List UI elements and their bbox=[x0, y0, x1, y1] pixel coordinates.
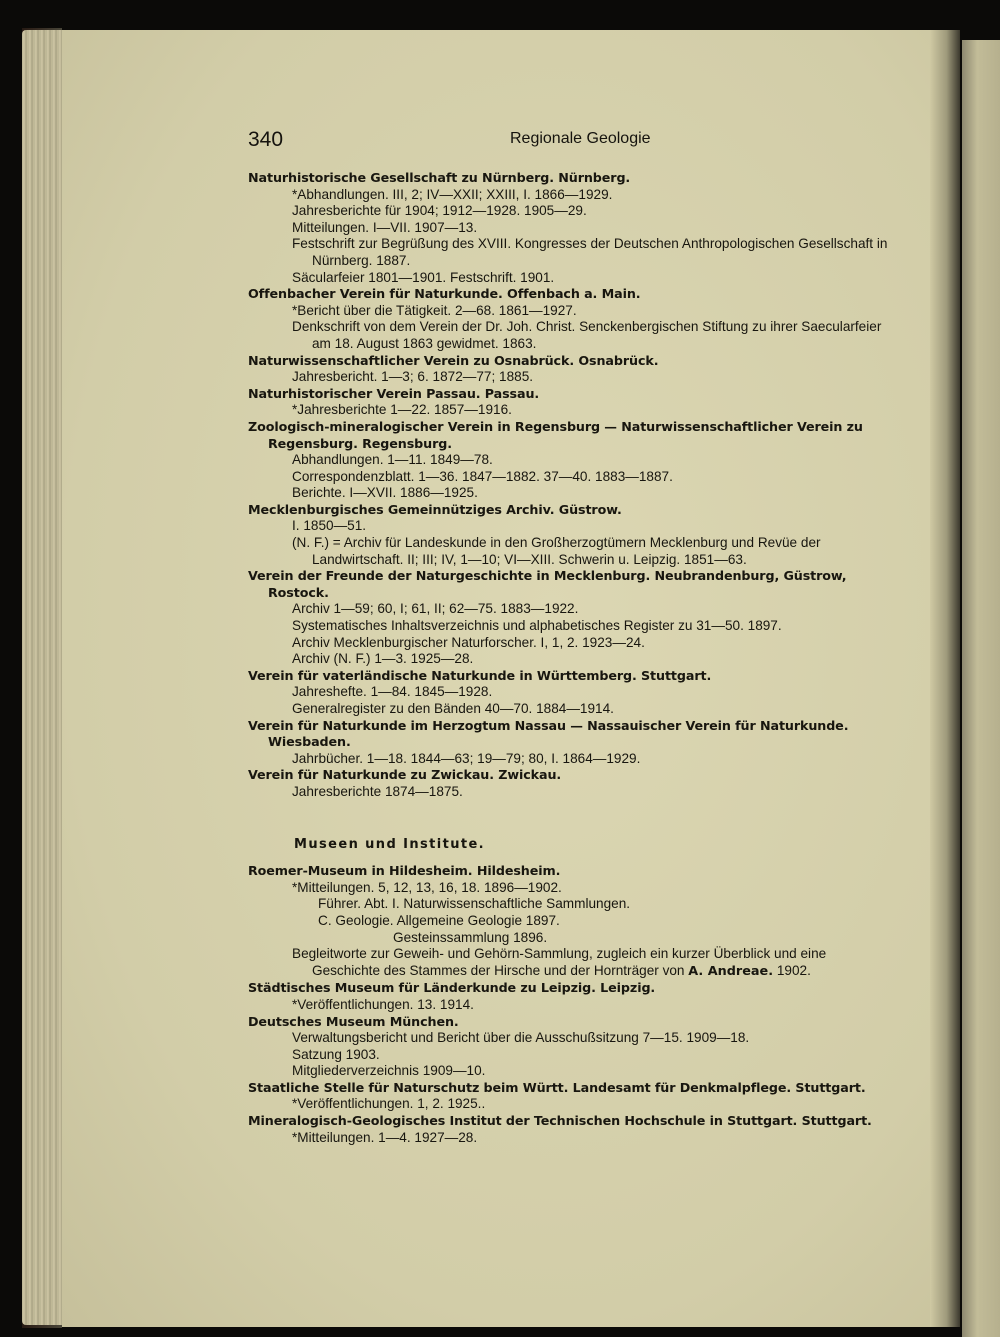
entry-item: *Jahresberichte 1—22. 1857—1916. bbox=[292, 402, 512, 418]
entry-item: (N. F.) = Archiv für Landeskunde in den Großherzogtümern Mecklenburg und Revüe der Landwirtschaft. II; III; IV, 1—10; VI—XIII. Schwerin u. Leipzig. 1851—63. bbox=[292, 535, 821, 567]
entry-heading: Staatliche Stelle für Naturschutz beim Württ. Landesamt für Denkmalpflege. Stuttgart. bbox=[248, 1079, 866, 1095]
entry-item: Verwaltungsbericht und Bericht über die Ausschußsitzung 7—15. 1909—18. bbox=[292, 1030, 750, 1046]
entry-item: Festschrift zur Begrüßung des XVIII. Kongresses der Deutschen Anthropologischen Gesellschaft in Nürnberg. 1887. bbox=[292, 236, 888, 268]
entry-item: Generalregister zu den Bänden 40—70. 1884—1914. bbox=[292, 701, 614, 716]
entry-heading: Verein für Naturkunde zu Zwickau. Zwickau. bbox=[248, 767, 562, 783]
entry-subitem: Führer. Abt. I. Naturwissenschaftliche Sammlungen. bbox=[318, 896, 631, 912]
entry-year: 1902. bbox=[773, 962, 811, 978]
entry-item: Archiv (N. F.) 1—3. 1925—28. bbox=[292, 651, 474, 667]
entry-heading: Naturhistorischer Verein Passau. Passau. bbox=[248, 385, 540, 401]
entry-heading: Städtisches Museum für Länderkunde zu Leipzig. Leipzig. bbox=[248, 980, 656, 996]
entry-item: Berichte. I—XVII. 1886—1925. bbox=[292, 485, 478, 501]
entry-item: Archiv Mecklenburgischer Naturforscher. I, 1, 2. 1923—24. bbox=[292, 634, 645, 650]
page-content bbox=[248, 170, 896, 1146]
entry-item bbox=[248, 946, 896, 980]
entry-item: Archiv 1—59; 60, I; 61, II; 62—75. 1883—1922. bbox=[292, 601, 579, 617]
entry-heading: Roemer-Museum in Hildesheim. Hildesheim. bbox=[248, 863, 561, 879]
entry-heading: Mecklenburgisches Gemeinnütziges Archiv. Güstrow. bbox=[248, 501, 622, 517]
entry-item: Abhandlungen. 1—11. 1849—78. bbox=[292, 452, 493, 468]
entry-item: Jahresberichte 1874—1875. bbox=[292, 783, 463, 799]
entry-heading: Offenbacher Verein für Naturkunde. Offenbach a. Main. bbox=[248, 286, 641, 302]
page-gutter bbox=[930, 30, 960, 1327]
author-name: A. Andreae. bbox=[688, 963, 774, 979]
running-head: Regionale Geologie bbox=[510, 130, 651, 147]
entry-item: Jahreshefte. 1—84. 1845—1928. bbox=[292, 684, 493, 700]
entry-item: Satzung 1903. bbox=[292, 1046, 380, 1062]
entry-heading: Mineralogisch-Geologisches Institut der Technischen Hochschule in Stuttgart. Stuttgart. bbox=[248, 1113, 872, 1129]
entry-item: Denkschrift von dem Verein der Dr. Joh. Christ. Senckenbergischen Stiftung zu ihrer Saecularfeier am 18. August 1863 gewidmet. 1863. bbox=[292, 319, 882, 351]
museum-list bbox=[248, 863, 896, 1146]
entry-item: Mitgliederverzeichnis 1909—10. bbox=[292, 1063, 486, 1079]
page-number: 340 bbox=[248, 128, 284, 151]
entry-item: Jahresberichte für 1904; 1912—1928. 1905—29. bbox=[292, 203, 587, 219]
entry-heading: Deutsches Museum München. bbox=[248, 1013, 459, 1029]
page-header bbox=[248, 128, 898, 158]
entry-item: *Veröffentlichungen. 1, 2. 1925.. bbox=[292, 1096, 486, 1112]
entry-item: Jahrbücher. 1—18. 1844—63; 19—79; 80, I. 1864—1929. bbox=[292, 750, 641, 766]
entry-heading: Verein für vaterländische Naturkunde in Württemberg. Stuttgart. bbox=[248, 667, 712, 683]
entry-subitem: Gesteinssammlung 1896. bbox=[393, 929, 548, 945]
entry-item: Säcularfeier 1801—1901. Festschrift. 1901. bbox=[292, 269, 555, 285]
facing-page-edge bbox=[962, 40, 1000, 1337]
entry-heading: Verein der Freunde der Naturgeschichte in Mecklenburg. Neubrandenburg, Güstrow, Rostock. bbox=[248, 568, 847, 600]
entry-text: Begleitworte zur Geweih- und Gehörn-Sammlung, zugleich ein kurzer Überblick und eine Geschichte des Stammes der Hirsche und der Hornträger von bbox=[292, 946, 827, 978]
entry-heading: Zoologisch-mineralogischer Verein in Regensburg — Naturwissenschaftlicher Verein zu Regensburg. Regensburg. bbox=[248, 418, 863, 451]
entry-item: *Veröffentlichungen. 13. 1914. bbox=[292, 996, 474, 1012]
entry-item: *Bericht über die Tätigkeit. 2—68. 1861—1927. bbox=[292, 302, 577, 318]
entry-item: Mitteilungen. I—VII. 1907—13. bbox=[292, 219, 478, 235]
entry-item: Systematisches Inhaltsverzeichnis und alphabetisches Register zu 31—50. 1897. bbox=[292, 618, 782, 634]
entry-item: *Mitteilungen. 1—4. 1927—28. bbox=[292, 1129, 478, 1145]
entry-item: I. 1850—51. bbox=[292, 518, 367, 534]
entry-item: Jahresbericht. 1—3; 6. 1872—77; 1885. bbox=[292, 369, 534, 385]
society-list bbox=[248, 170, 896, 801]
entry-heading: Naturwissenschaftlicher Verein zu Osnabrück. Osnabrück. bbox=[248, 352, 659, 368]
entry-subitem: C. Geologie. Allgemeine Geologie 1897. bbox=[318, 912, 560, 928]
entry-item: Correspondenzblatt. 1—36. 1847—1882. 37—40. 1883—1887. bbox=[292, 468, 673, 484]
entry-item: *Abhandlungen. III, 2; IV—XXII; XXIII, I. 1866—1929. bbox=[292, 186, 613, 202]
entry-item: *Mitteilungen. 5, 12, 13, 16, 18. 1896—1902. bbox=[292, 879, 562, 895]
section-title: Museen und Institute. bbox=[294, 836, 486, 852]
entry-heading: Naturhistorische Gesellschaft zu Nürnberg. Nürnberg. bbox=[248, 170, 631, 185]
entry-heading: Verein für Naturkunde im Herzogtum Nassau — Nassauischer Verein für Naturkunde. Wiesbaden. bbox=[248, 717, 849, 750]
